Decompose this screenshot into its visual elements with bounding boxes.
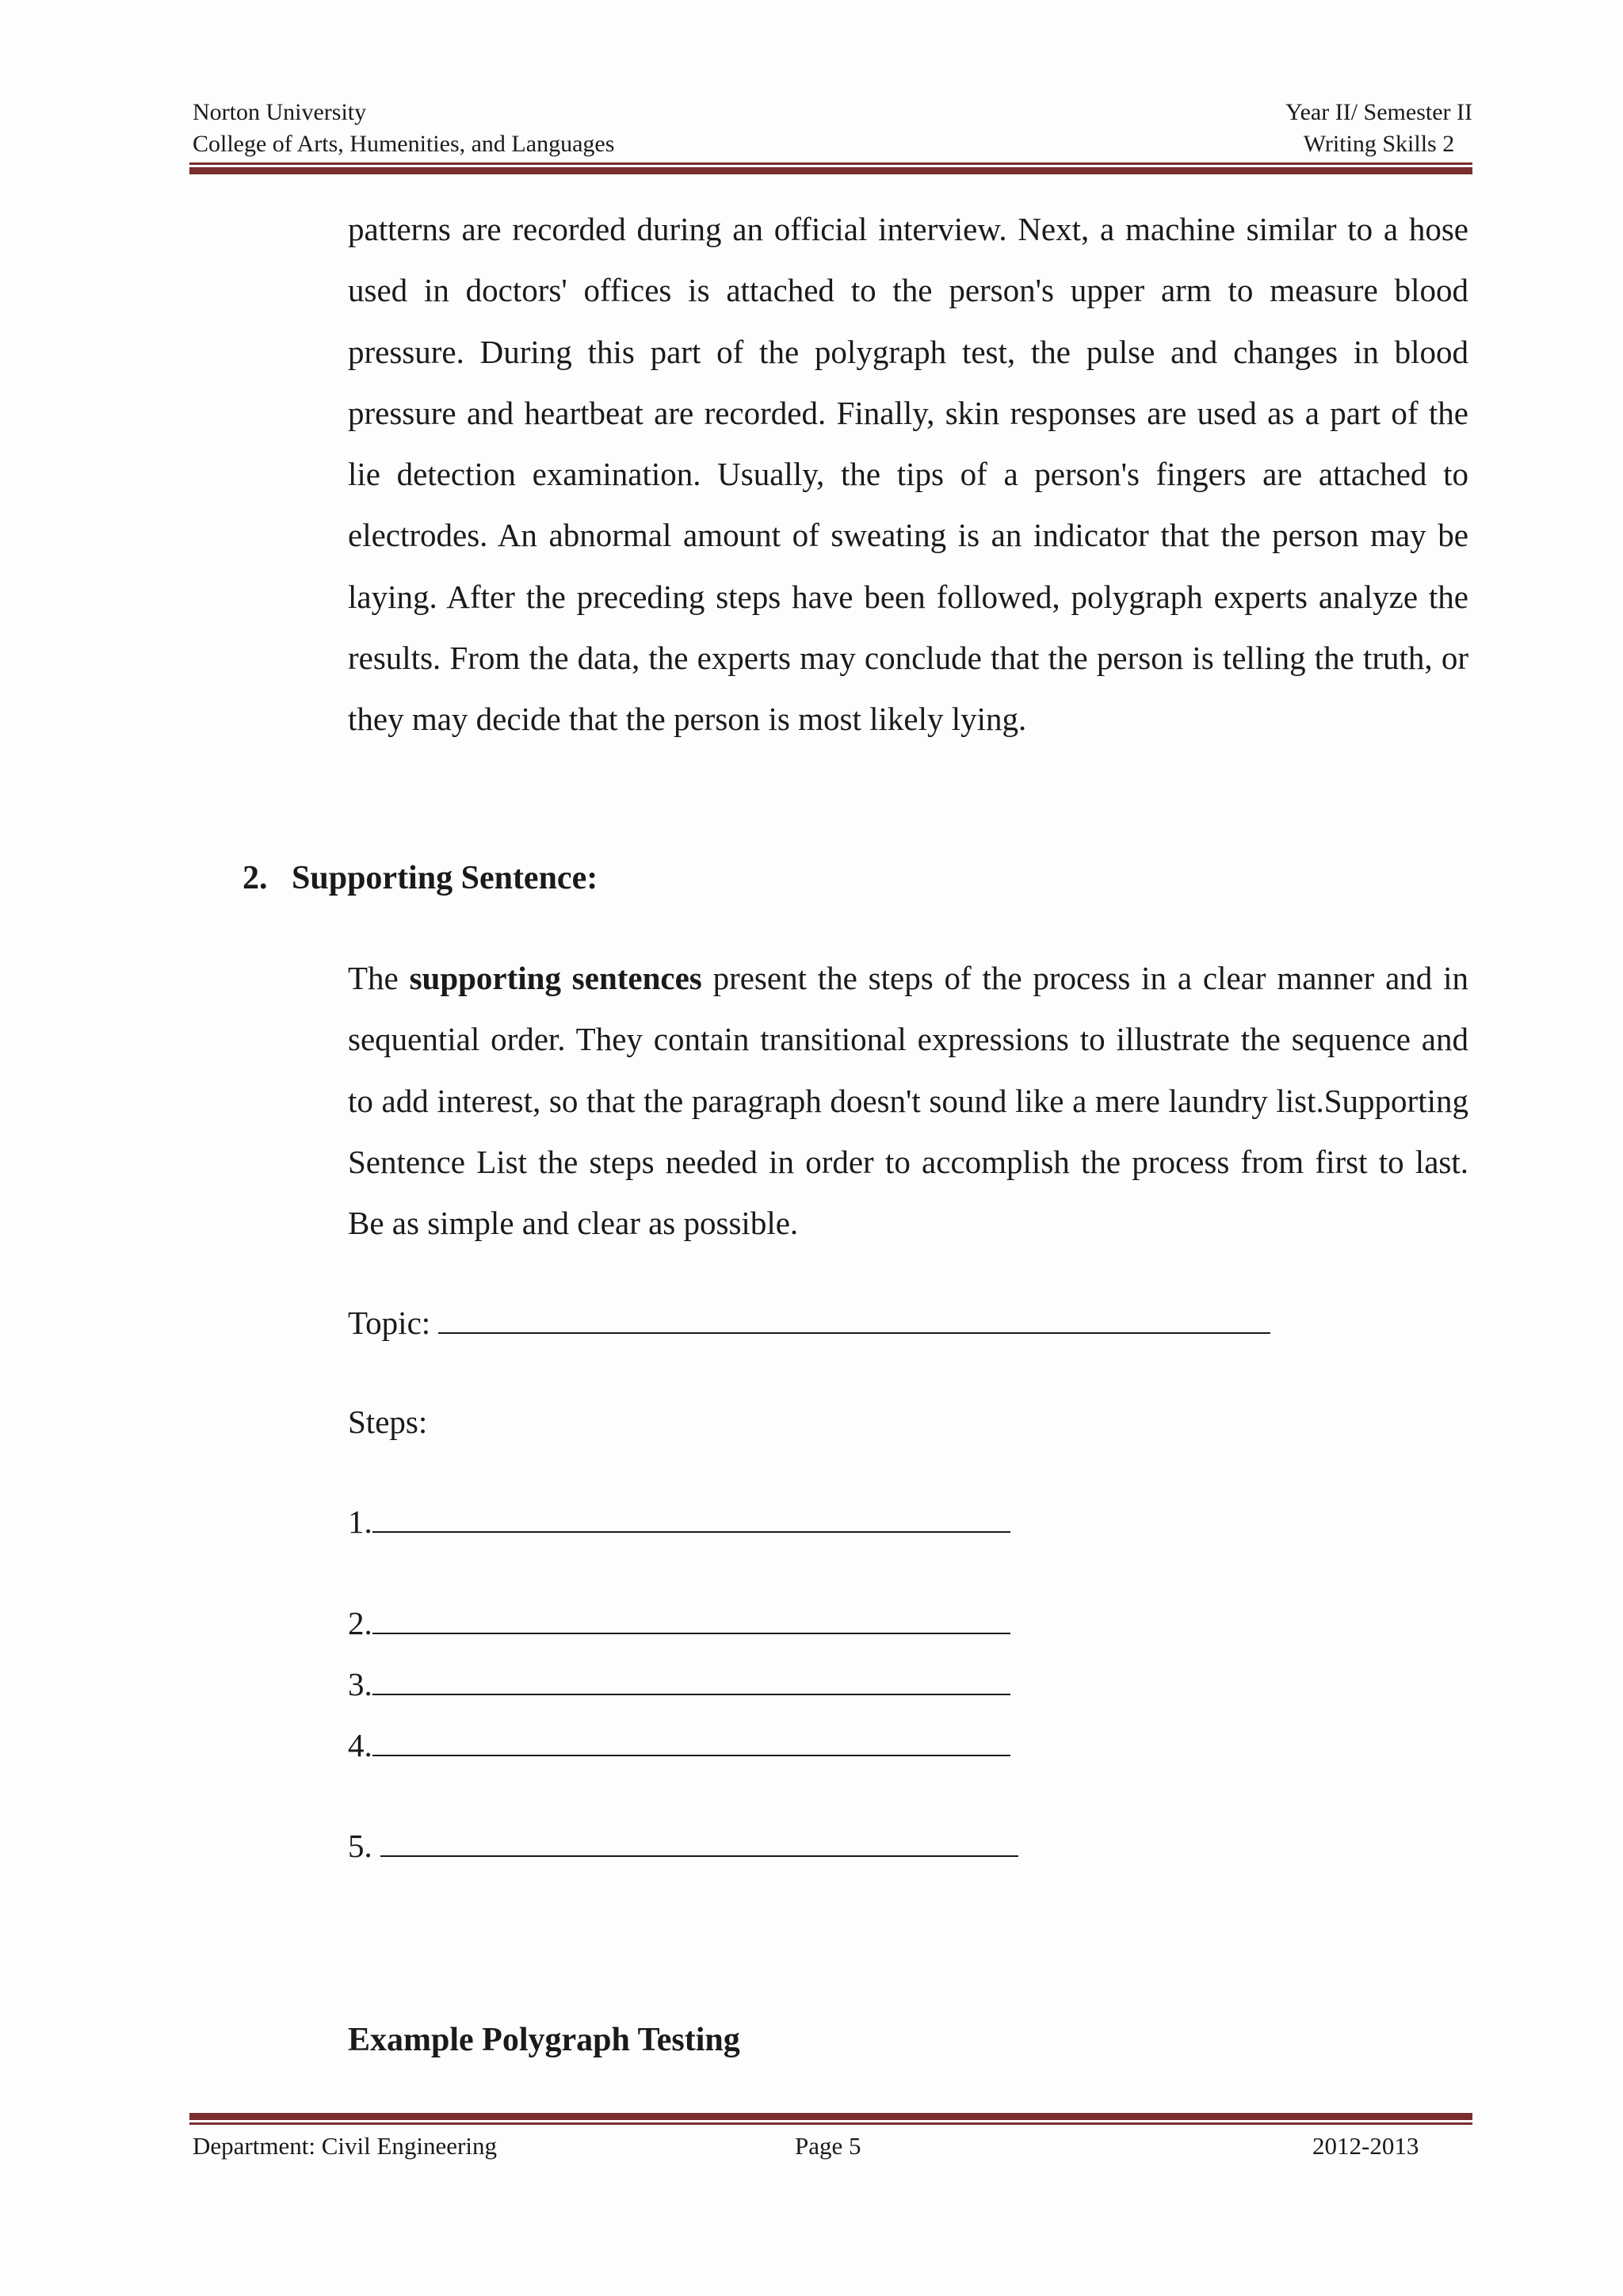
example-title: Example Polygraph Testing xyxy=(348,2022,740,2058)
section-heading xyxy=(242,854,598,902)
footer-department: Department: Civil Engineering xyxy=(193,2132,497,2160)
step-line-1: 1. xyxy=(348,1496,1010,1545)
step-blank-4[interactable] xyxy=(372,1720,1010,1756)
year-semester: Year II/ Semester II xyxy=(1285,99,1472,125)
step-blank-1[interactable] xyxy=(372,1496,1010,1533)
header-rule-thin xyxy=(189,162,1472,165)
step-blank-5[interactable] xyxy=(380,1820,1018,1857)
topic-line xyxy=(348,1297,1270,1347)
section-number: 2. xyxy=(242,860,268,896)
step-line-5: 5. xyxy=(348,1820,1018,1870)
step-line-3: 3. xyxy=(348,1659,1010,1708)
section-title: Supporting Sentence: xyxy=(292,860,598,896)
bold-term: supporting sentences xyxy=(409,960,702,996)
university-name: Norton University xyxy=(193,99,367,125)
header-rule-thick xyxy=(189,167,1472,174)
topic-blank[interactable] xyxy=(438,1297,1270,1334)
topic-label: Topic: xyxy=(348,1305,439,1341)
header-right xyxy=(1285,97,1472,160)
step-line-4: 4. xyxy=(348,1720,1010,1769)
continuation-paragraph: patterns are recorded during an official interview. Next, a machine similar to a hose used in doctors' offices is attached to the person's upper arm to measure blood pressure. During this part of the polygraph test, the pulse and changes in blood pressure and heartbeat are recorded. Finally, skin responses are used as a part of the lie detection examination. Usually, the tips of a person's fingers are attached to electrodes. An abnormal amount of sweating is an indicator that the person may be laying. After the preceding steps have been followed, polygraph experts analyze the results. From the data, the experts may conclude that the person is telling the truth, or they may decide that the person is most likely lying. xyxy=(348,211,1468,738)
header-left xyxy=(193,97,614,160)
course-name: Writing Skills 2 xyxy=(1303,131,1455,157)
steps-label: Steps: xyxy=(348,1404,428,1440)
footer-rule-thin xyxy=(189,2122,1472,2125)
college-name: College of Arts, Humenities, and Languages xyxy=(193,131,615,157)
step-line-2: 2. xyxy=(348,1598,1010,1647)
step-blank-3[interactable] xyxy=(372,1659,1010,1695)
footer-year: 2012-2013 xyxy=(1312,2132,1419,2160)
supporting-paragraph: The supporting sentences present the steps of the process in a clear manner and in sequential order. They contain transitional expressions to illustrate the sequence and to add interest, so that the paragraph doesn't sound like a mere laundry list.Supporting Sentence List the steps needed in order to accomplish the process from first to last. Be as simple and clear as possible. xyxy=(348,960,1468,1242)
footer-page-number: Page 5 xyxy=(795,2132,861,2160)
footer-rule-thick xyxy=(189,2113,1472,2120)
step-blank-2[interactable] xyxy=(372,1598,1010,1634)
